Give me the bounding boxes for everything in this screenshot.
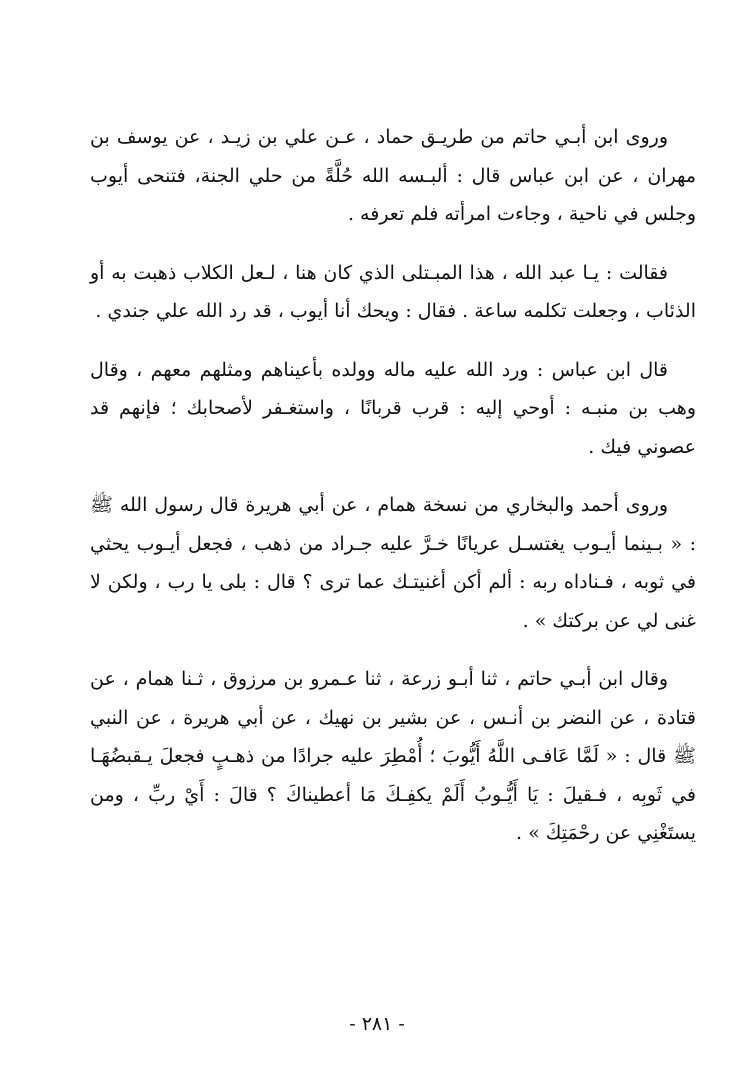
page-body [90, 118, 696, 853]
paragraph-4: وروى أحمد والبخاري من نسخة همام ، عن أبي هريرة قال رسول الله ﷺ : « بـينما أيـوب يغتسـل عريانًا خـرَّ عليه جـراد من ذهب ، فجعل أيـوب يحثي في ثوبه ، فـناداه ربه : ألم أكن أغنيتـك عما ترى ؟ قال : بلى يا رب ، ولكن لا غنى لي عن بركتك » . [90, 494, 696, 632]
paragraph-3: قال ابن عباس : ورد الله عليه ماله وولده بأعيناهم ومثلهم معهم ، وقال وهب بن منبـه : أوحي إليه : قرب قربانًا ، واستغـفر لأصحابك ؛ فإنهم قد عصوني فيك . [90, 358, 696, 458]
paragraph-2: فقالت : يـا عبد الله ، هذا المبـتلى الذي كان هنا ، لـعل الكلاب ذهبت به أو الذئاب ، وجعلت تكلمه ساعة . فقال : ويحك أنا أيوب ، قد رد الله علي جندي . [90, 261, 696, 322]
page-number: - ٢٨١ - [349, 1013, 405, 1035]
paragraph-5: وقال ابن أبـي حاتم ، ثنا أبـو زرعة ، ثنا عـمرو بن مرزوق ، ثـنا همام ، عن قتادة ، عن النضر بن أنـس ، عن بشير بن نهيك ، عن أبي هريرة ، عن النبي ﷺ قال : « لَمَّا عَافـى اللَّهُ أَيُّوبَ ؛ أُمْطِرَ عليه جرادًا من ذهـبٍ فجعلَ يـقبضُهَـا في ثَوبِه ، فـقيلَ : يَا أَيُّـوبُ أَلَمْ يكفِـكَ مَا أعطيناكَ ؟ قالَ : أَيْ ربِّ ، ومن يستَغْنِي عن رحْمَتِكَ » . [90, 668, 696, 844]
paragraph-1: وروى ابن أبـي حاتم من طريـق حماد ، عـن علي بن زيـد ، عن يوسف بن مهران ، عن ابن عباس قال : ألبـسه الله حُلَّةً من حلي الجنة، فتنحى أيوب وجلس في ناحية ، وجاءت امرأته فلم تعرفه . [90, 126, 696, 225]
